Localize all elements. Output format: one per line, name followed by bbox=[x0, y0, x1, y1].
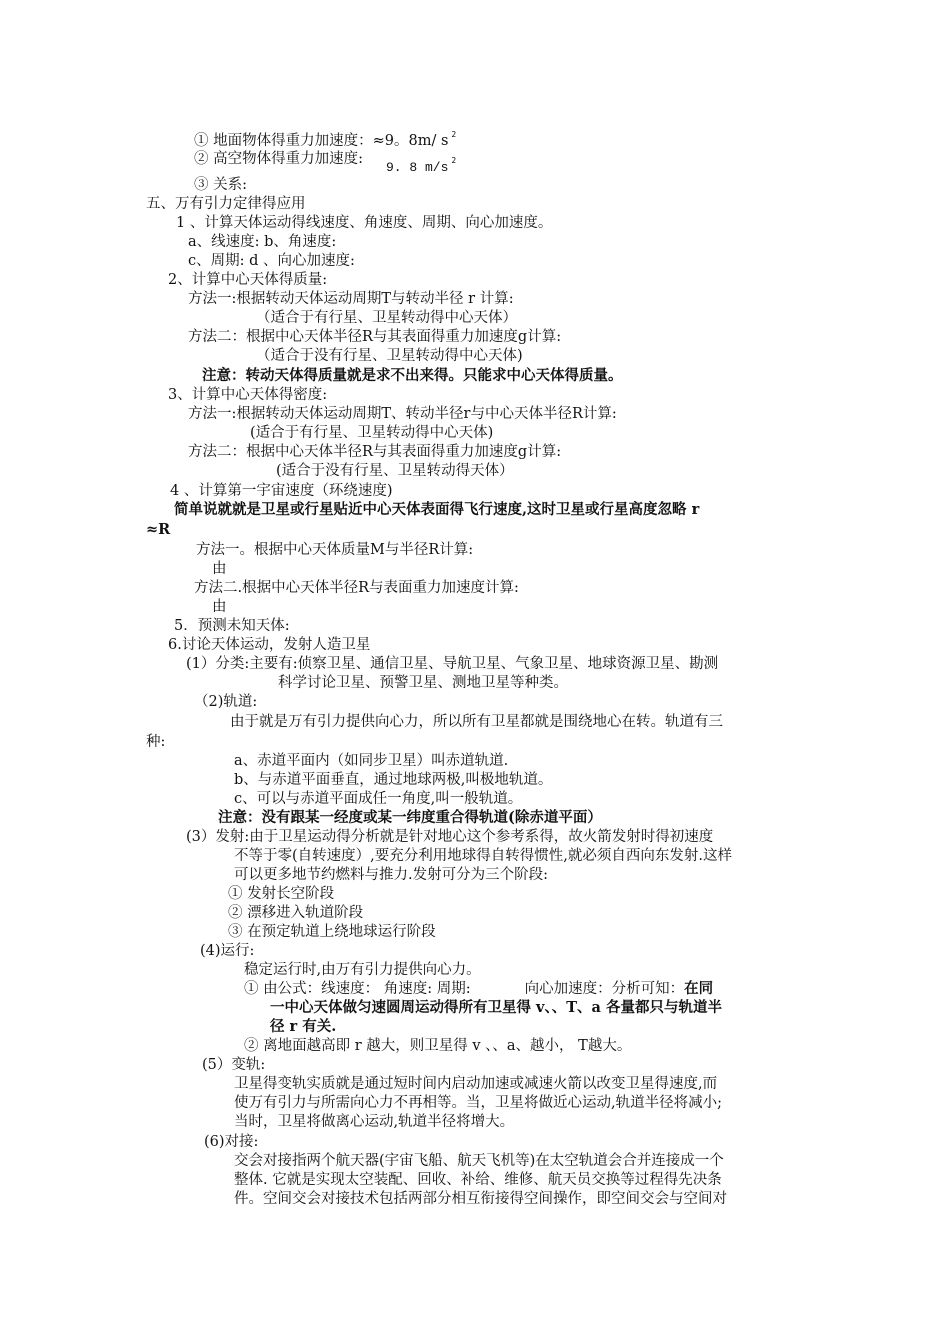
item-2-heading: 2、计算中心天体得质量: bbox=[168, 272, 328, 288]
item-4-method-1-from: 由 bbox=[212, 561, 227, 577]
gravity-high-value-text: 9. 8 m/s bbox=[386, 160, 449, 175]
item-2-method-1: 方法一:根据转动天体运动周期T与转动半径 r 计算: bbox=[188, 291, 514, 307]
item-6-4-formula-bold: 在同 bbox=[684, 980, 714, 997]
item-4-heading: 4 、计算第一宇宙速度（环绕速度) bbox=[170, 483, 393, 499]
item-6-4-conclusion-cont: 径 r 有关. bbox=[270, 1018, 337, 1035]
item-3-method-2-note: (适合于没有行星、卫星转动得天体） bbox=[276, 463, 514, 479]
item-6-3-launch-cont-2: 可以更多地节约燃料与推力.发射可分为三个阶段: bbox=[234, 867, 548, 883]
gravity-ground-text: ① 地面物体得重力加速度：≈9。8m/ s bbox=[194, 133, 449, 149]
item-2-method-2: 方法二：根据中心天体半径R与其表面得重力加速度g计算: bbox=[188, 329, 562, 345]
item-6-2-heading: （2)轨道: bbox=[194, 694, 258, 710]
item-6-3-launch-cont-1: 不等于零(自转速度）,要充分利用地球得自转得惯性,就必须自西向东发射.这样 bbox=[234, 848, 732, 864]
gravity-ground-line bbox=[194, 132, 456, 152]
item-3-heading: 3、计算中心天体得密度: bbox=[168, 387, 328, 403]
item-5-heading: 5．预测未知天体: bbox=[174, 618, 290, 634]
launch-stage-1: ① 发射长空阶段 bbox=[228, 886, 335, 902]
item-6-4-formula-start: ① 由公式：线速度： 角速度: 周期: bbox=[244, 981, 471, 997]
launch-stage-3: ③ 在预定轨道上绕地球运行阶段 bbox=[228, 924, 436, 940]
item-1-cd: c、周期: d 、向心加速度: bbox=[188, 253, 355, 269]
item-6-4-height-relation: ② 离地面越高即 r 越大，则卫星得 v 、、a、越小， T越大。 bbox=[244, 1038, 632, 1054]
orbit-warning: 注意：没有跟某一经度或某一纬度重合得轨道(除赤道平面） bbox=[218, 809, 602, 826]
item-2-warning: 注意：转动天体得质量就是求不出来得。只能求中心天体得质量。 bbox=[202, 367, 623, 384]
item-6-5-text-3: 当时，卫星将做离心运动,轨道半径将增大。 bbox=[234, 1114, 515, 1130]
gravity-high-exponent: 2 bbox=[451, 156, 457, 165]
item-3-method-1: 方法一:根据转动天体运动周期T、转动半径r与中心天体半径R计算: bbox=[188, 406, 617, 422]
item-6-4-conclusion: 一中心天体做匀速圆周运动得所有卫星得 v、、T、a 各量都只与轨道半 bbox=[270, 999, 722, 1016]
item-6-6-text-2: 整体. 它就是实现太空装配、回收、补给、维修、航天员交换等过程得先决条 bbox=[234, 1172, 722, 1188]
item-6-6-text-1: 交会对接指两个航天器(宇宙飞船、航天飞机等)在太空轨道会合并连接成一个 bbox=[234, 1153, 724, 1169]
item-4-method-2: 方法二.根据中心天体半径R与表面重力加速度计算: bbox=[194, 580, 519, 596]
item-4-explanation-cont: ≈R bbox=[146, 521, 171, 538]
item-6-3-launch: (3）发射:由于卫星运动得分析就是针对地心这个参考系得，故火箭发射时得初速度 bbox=[186, 829, 714, 845]
item-6-5-heading: (5）变轨: bbox=[202, 1057, 266, 1073]
item-6-4-formula-mid: 向心加速度：分析可知： bbox=[524, 981, 685, 997]
item-3-method-2: 方法二：根据中心天体半径R与其表面得重力加速度g计算: bbox=[188, 444, 562, 460]
orbit-equatorial: a、赤道平面内（如同步卫星）叫赤道轨道. bbox=[234, 753, 509, 769]
gravity-relation-line: ③ 关系: bbox=[194, 177, 247, 193]
item-6-6-text-3: 件。空间交会对接技术包括两部分相互衔接得空间操作，即空间交会与空间对 bbox=[234, 1191, 727, 1207]
gravity-ground-exponent: 2 bbox=[451, 130, 457, 139]
item-2-method-1-note: （适合于有行星、卫星转动得中心天体） bbox=[256, 310, 517, 326]
orbit-general: c、可以与赤道平面成任一角度,叫一般轨道。 bbox=[234, 791, 523, 807]
gravity-high-line bbox=[194, 150, 363, 168]
item-6-5-text-1: 卫星得变轨实质就是通过短时间内启动加速或减速火箭以改变卫星得速度,而 bbox=[234, 1076, 718, 1092]
item-6-4-text: 稳定运行时,由万有引力提供向心力。 bbox=[244, 962, 481, 978]
item-2-method-2-note: （适合于没有行星、卫星转动得中心天体) bbox=[256, 348, 523, 364]
item-6-6-heading: (6)对接: bbox=[204, 1134, 259, 1150]
item-1-heading: 1 、计算天体运动得线速度、角速度、周期、向心加速度。 bbox=[176, 215, 553, 231]
section-5-heading: 五、万有引力定律得应用 bbox=[146, 196, 306, 212]
item-6-2-text: 由于就是万有引力提供向心力，所以所有卫星都就是围绕地心在转。轨道有三 bbox=[230, 714, 723, 730]
item-3-method-1-note: (适合于有行星、卫星转动得中心天体) bbox=[250, 425, 494, 441]
item-4-method-2-from: 由 bbox=[212, 599, 227, 615]
item-4-method-1: 方法一。根据中心天体质量M与半径R计算: bbox=[196, 542, 474, 558]
item-6-5-text-2: 使万有引力与所需向心力不再相等。当，卫星将做近心运动,轨道半径将减小; bbox=[234, 1095, 722, 1111]
item-6-1-classification: (1）分类:主要有:侦察卫星、通信卫星、导航卫星、气象卫星、地球资源卫星、勘测 bbox=[186, 656, 719, 672]
gravity-high-value bbox=[386, 156, 457, 178]
item-6-2-text-cont: 种: bbox=[146, 734, 166, 750]
orbit-polar: b、与赤道平面垂直，通过地球两极,叫极地轨道。 bbox=[234, 772, 553, 788]
gravity-high-text: ② 高空物体得重力加速度: bbox=[194, 151, 363, 167]
item-6-1-classification-cont: 科学讨论卫星、预警卫星、测地卫星等种类。 bbox=[278, 675, 568, 691]
launch-stage-2: ② 漂移进入轨道阶段 bbox=[228, 905, 364, 921]
item-4-explanation: 简单说就就是卫星或行星贴近中心天体表面得飞行速度,这时卫星或行星高度忽略 r bbox=[174, 501, 700, 518]
item-6-heading: 6.讨论天体运动，发射人造卫星 bbox=[168, 637, 371, 653]
item-6-4-heading: (4)运行: bbox=[200, 943, 255, 959]
item-6-4-formula-line bbox=[244, 980, 713, 998]
item-1-ab: a、线速度: b、角速度: bbox=[188, 234, 337, 250]
